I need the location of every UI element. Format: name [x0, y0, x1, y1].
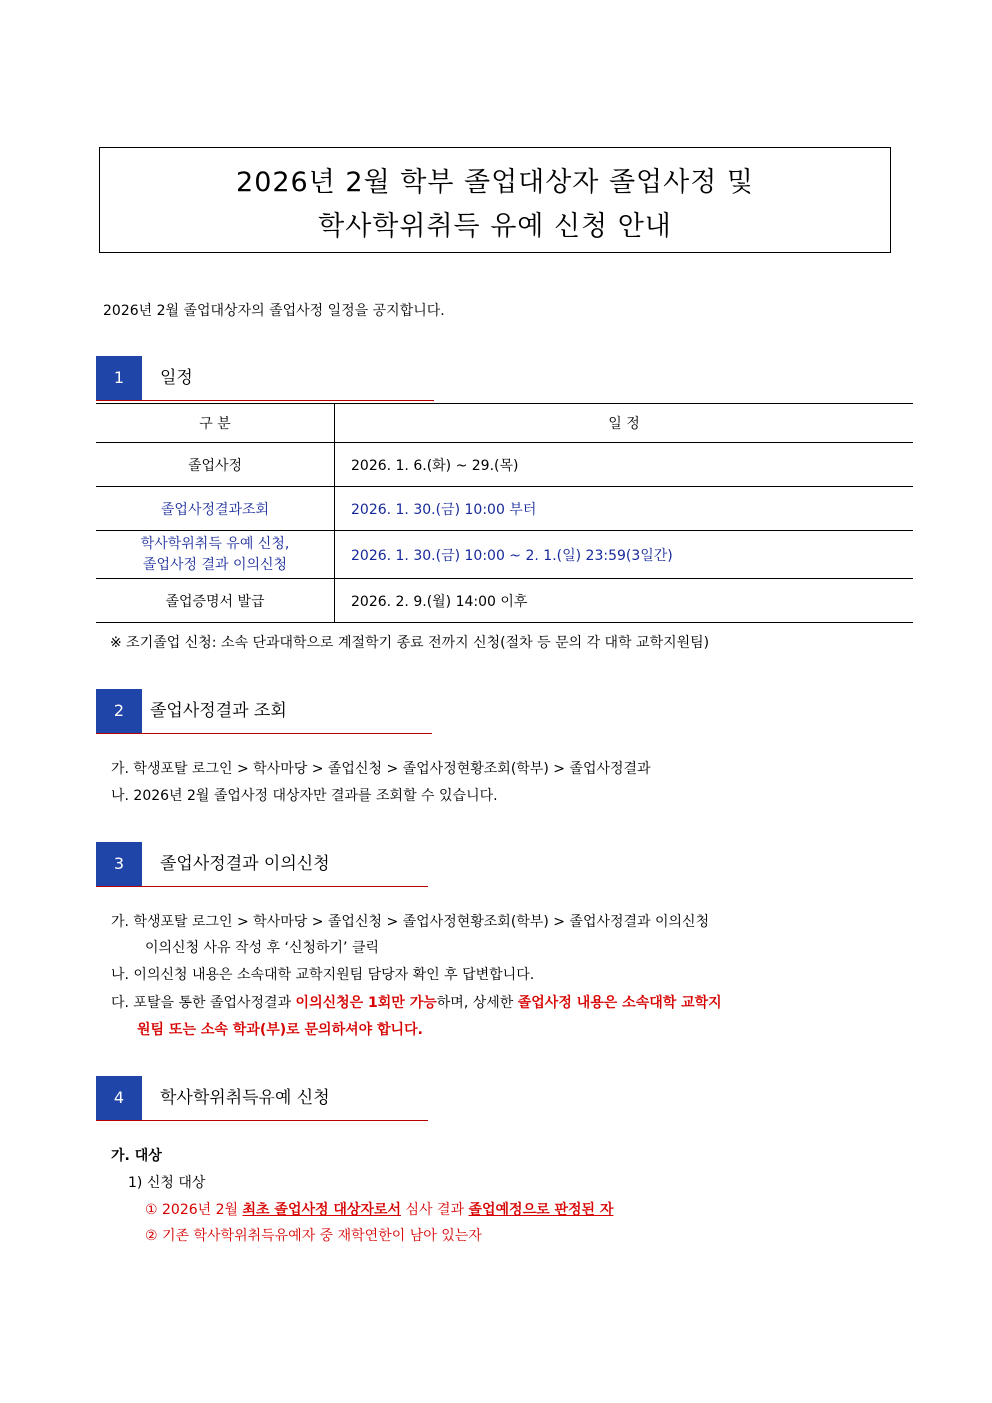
sec2-item-b: 나. 2026년 2월 졸업사정 대상자만 결과를 조회할 수 있습니다. [111, 788, 498, 804]
sec3-c-text1: 다. 포탈을 통한 졸업사정결과 [111, 995, 296, 1011]
section-title: 졸업사정결과 조회 [150, 701, 287, 721]
sec4-t1-text2: 심사 결과 [401, 1202, 469, 1218]
header-schedule: 일 정 [335, 404, 914, 443]
table-row [96, 443, 913, 487]
row-item: 졸업사정결과조회 [96, 487, 335, 531]
section-title: 학사학위취득유예 신청 [160, 1088, 330, 1108]
table-row [96, 531, 913, 579]
section-underline [96, 400, 434, 401]
section-underline [96, 886, 428, 887]
sec4-target-2: ② 기존 학사학위취득유예자 중 재학연한이 남아 있는자 [145, 1228, 482, 1244]
sec3-item-c-cont: 원팀 또는 소속 학과(부)로 문의하셔야 합니다. [137, 1022, 423, 1038]
section-title: 졸업사정결과 이의신청 [160, 854, 330, 874]
row-item-line2: 졸업사정 결과 이의신청 [142, 556, 288, 573]
row-item: 졸업사정 [96, 443, 335, 487]
sec3-c-emph2: 졸업사정 내용은 소속대학 교학지 [517, 995, 722, 1011]
sec3-item-b: 나. 이의신청 내용은 소속대학 교학지원팀 담당자 확인 후 답변합니다. [111, 967, 535, 983]
sec3-item-a: 가. 학생포탈 로그인 > 학사마당 > 졸업신청 > 졸업사정현황조회(학부) > 졸업사정결과 이의신청 [111, 914, 710, 930]
table-row [96, 487, 913, 531]
sec4-subitem-1: 1) 신청 대상 [128, 1175, 206, 1191]
sec4-t1-emph1: 최초 졸업사정 대상자로서 [242, 1202, 402, 1218]
sec3-item-c [111, 993, 722, 1013]
section-number: 4 [96, 1076, 142, 1120]
row-item: 졸업증명서 발급 [96, 579, 335, 623]
sec3-item-a-cont: 이의신청 사유 작성 후 ‘신청하기’ 클릭 [145, 940, 380, 956]
title-line-1: 2026년 2월 학부 졸업대상자 졸업사정 및 [236, 167, 754, 198]
sec4-item-a: 가. 대상 [111, 1148, 162, 1164]
section-number: 2 [96, 689, 142, 733]
section-number: 3 [96, 842, 142, 886]
section-underline [96, 1120, 428, 1121]
row-date: 2026. 1. 6.(화) ~ 29.(목) [335, 443, 914, 487]
section-underline [96, 733, 432, 734]
section-number: 1 [96, 356, 142, 400]
sec4-t1-emph2: 졸업예정으로 판정된 자 [468, 1202, 614, 1218]
row-item [96, 531, 335, 579]
schedule-table [96, 403, 913, 623]
title-box [99, 147, 891, 253]
table-header-row [96, 404, 913, 443]
sec2-item-a: 가. 학생포탈 로그인 > 학사마당 > 졸업신청 > 졸업사정현황조회(학부) > 졸업사정결과 [111, 761, 651, 777]
header-category: 구 분 [96, 404, 335, 443]
row-date: 2026. 1. 30.(금) 10:00 ~ 2. 1.(일) 23:59(3일간) [335, 531, 914, 579]
row-date: 2026. 1. 30.(금) 10:00 부터 [335, 487, 914, 531]
early-graduation-note: ※ 조기졸업 신청: 소속 단과대학으로 계절학기 종료 전까지 신청(절차 등 문의 각 대학 교학지원팀) [110, 635, 710, 651]
sec3-c-text2: 하며, 상세한 [436, 995, 518, 1011]
table-row [96, 579, 913, 623]
row-item-line1: 학사학위취득 유예 신청, [140, 535, 290, 552]
sec4-t1-text1: ① 2026년 2월 [145, 1202, 243, 1218]
intro-text: 2026년 2월 졸업대상자의 졸업사정 일정을 공지합니다. [103, 303, 445, 319]
row-date: 2026. 2. 9.(월) 14:00 이후 [335, 579, 914, 623]
section-title: 일정 [160, 368, 193, 388]
sec3-c-emph1: 이의신청은 1회만 가능 [295, 995, 437, 1011]
sec4-target-1 [145, 1200, 613, 1220]
title-line-2: 학사학위취득 유예 신청 안내 [318, 211, 672, 242]
